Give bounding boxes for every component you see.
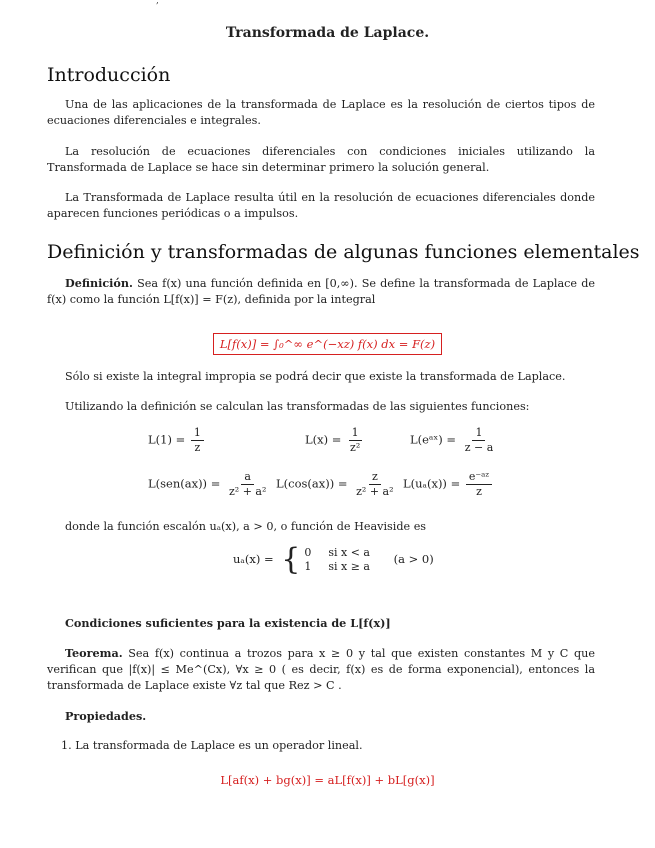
left-brace: { — [281, 542, 301, 577]
intro-paragraph-3: La Transformada de Laplace resulta útil en la resolución de ecuaciones diferenciales donde aparecen funciones periódicas o a impulsos. — [47, 191, 595, 220]
transform-5: L(cos(ax)) = $\frac{z}{\text{z² + a²}}$ — [276, 470, 394, 498]
transform-4: L(sen(ax)) = $\frac{a}{\text{z² + a²}}$ — [148, 470, 267, 498]
document-title: Transformada de Laplace. — [225, 25, 430, 41]
intro-heading: Introducción — [47, 64, 171, 86]
boxed-formula-row — [0, 333, 655, 352]
definition-heading: Definición y transformadas de algunas funciones elementales — [47, 241, 640, 263]
intro-paragraph-2: La resolución de ecuaciones diferenciales con condiciones iniciales utilizando la Transformada de Laplace se hace sin determinar primero la solución general. — [47, 145, 595, 174]
using-text: Utilizando la definición se calculan las transformadas de las siguientes funciones: — [65, 400, 530, 413]
existence-text: Sólo si existe la integral impropia se podrá decir que existe la transformada de Laplace. — [65, 370, 566, 383]
intro-paragraph-1: Una de las aplicaciones de la transformada de Laplace es la resolución de ciertos tipos de ecuaciones diferenciales e integrales. — [47, 98, 595, 127]
transform-1: L(1) = $\frac{1}{z}$ — [148, 426, 206, 455]
property-item-1: 1. La transformada de Laplace es un operador lineal. — [61, 739, 363, 752]
top-mark: , — [156, 0, 159, 6]
transform-3: L(eᵃˣ) = $\frac{1}{z - a}$ — [410, 426, 494, 454]
heaviside-formula: uₐ(x) = { 0 si x < a 1 si x ≥ a (a > 0) — [233, 542, 434, 577]
transform-6: L(uₐ(x)) = $\frac{\text{e⁻ᵃᶻ}}{z}$ — [403, 470, 494, 499]
linearity-formula: L[af(x) + bg(x)] = aL[f(x)] + bL[g(x)] — [220, 773, 435, 787]
transform-2: L(x) = $\frac{1}{\text{z²}}$ — [305, 426, 361, 454]
definition-paragraph: Definición. Sea f(x) una función definida en [0,∞). Se define la transformada de Laplace de f(x) como la función L[f(x)] = F(z), definida por la integral — [47, 276, 595, 306]
heaviside-text: donde la función escalón uₐ(x), a > 0, o función de Heaviside es — [65, 520, 427, 533]
properties-heading: Propiedades. — [65, 709, 147, 723]
laplace-definition-formula: L[f(x)] = ∫₀^∞ e^(−xz) f(x) dx = F(z) — [213, 333, 442, 355]
conditions-heading: Condiciones suficientes para la existencia de L[f(x)] — [65, 616, 391, 630]
theorem-paragraph: Teorema. Sea f(x) continua a trozos para x ≥ 0 y tal que existen constantes M y C que verifican que |f(x)| ≤ Me^(Cx), ∀x ≥ 0 ( es decir, f(x) es de forma exponencial), entonces la transformada de Laplace existe ∀z tal que Rez > C . — [47, 646, 595, 692]
